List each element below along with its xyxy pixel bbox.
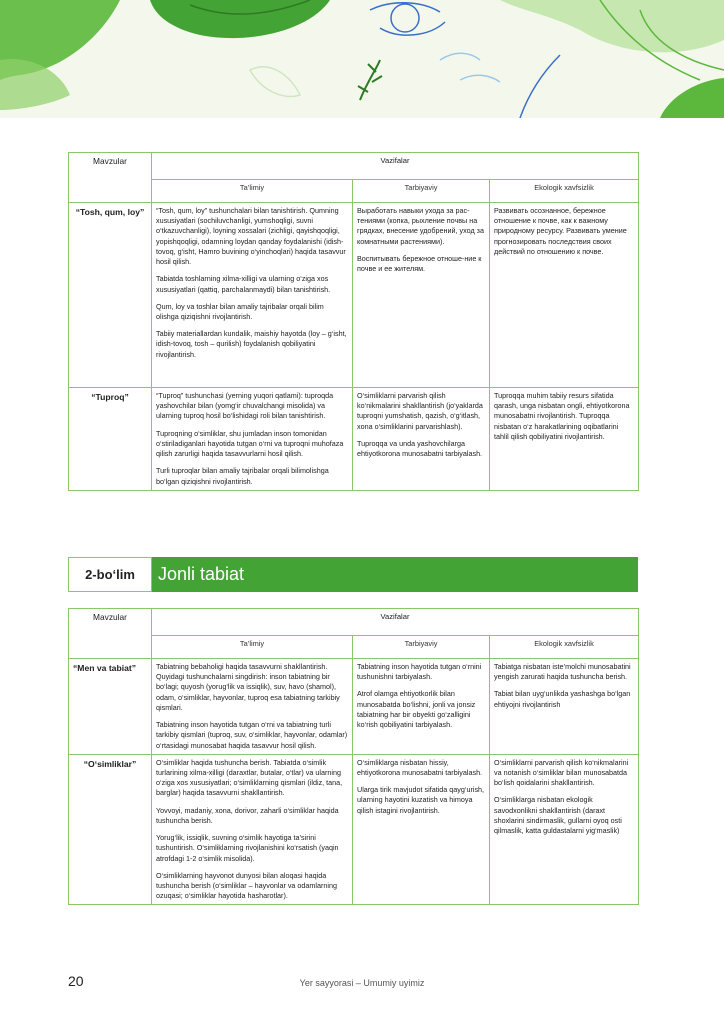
tasks-table-2 (68, 608, 639, 905)
decorative-leaf-banner (0, 0, 724, 118)
tarbiyaviy-cell (353, 203, 490, 388)
topic-cell: “Tosh, qum, loy” (69, 203, 152, 388)
cell-paragraph: Yorug‘lik, issiqlik, suvning o‘simlik hayotiga ta’sirini tushuntirish. O‘simliklarning rivojlanishini ko‘rsatish (yaqin atrofdagi 1-2 o‘simlik misolida). (156, 833, 339, 863)
table-row (69, 754, 639, 905)
tasks-table-1 (68, 152, 639, 491)
cell-paragraph: O‘simliklarga nisbatan hissiy, ehtiyotkorona munosabatni tarbiyalash. (357, 757, 483, 777)
talimiy-cell (152, 388, 353, 491)
cell-paragraph: Ularga tirik mavjudot sifatida qayg‘urish, ularning hayotini kuzatish va himoya qilish istagini rivojlantirish. (357, 785, 485, 815)
cell-paragraph: Tabiatning bebaholigi haqida tasavvurni shakllantirish. Quyidagi tushunchalarni singdirish: inson tabiatning bir bo‘lagi; quyosh (yorug‘lik va issiqlik), suv, havo (shamol), odam, o‘simliklar, hayvonlar, tuproq esa tabiatning tarkibiy qismlari. (156, 662, 340, 712)
cell-paragraph: Воспитывать бережное отноше-ние к почве и ее жителям. (357, 253, 482, 274)
section-number: 2-bo‘lim (68, 557, 152, 592)
cell-paragraph: Tuproqning o‘simliklar, shu jumladan inson tomonidan o‘stiriladiganlari hayotida tutgan o‘rni va tuproqni muhofaza qilish zarurligi haqida tasavvurlarni hosil qilish. (156, 428, 344, 459)
cell-paragraph: O‘simliklar haqida tushuncha berish. Tabiatda o‘simlik turlarining xilma-xilligi (daraxtlar, butalar, o‘tlar) va ularning o‘ziga xos xususiyatlari; o‘simliklarning qismlari (ildiz, tana, barglar) haqida tasavvurni shakllantirish. (156, 757, 343, 798)
header-mavzular: Mavzular (69, 153, 152, 203)
tarbiyaviy-cell (353, 388, 490, 491)
column-header-ekologik: Ekologik xavfsizlik (490, 180, 639, 203)
cell-paragraph: Tuproqqa va unda yashovchilarga ehtiyotkorona munosabatni tarbiyalash. (357, 438, 483, 459)
table-row (69, 388, 639, 491)
topic-cell: “Men va tabiat” (69, 659, 152, 755)
header-mavzular: Mavzular (69, 609, 152, 659)
ekologik-cell (490, 203, 639, 388)
table-row (69, 659, 639, 755)
cell-paragraph: Выработать навыки ухода за рас-тениями (копка, рыхление почвы на грядках, внесение удобрений, уход за комнатными растениями). (357, 206, 484, 246)
cell-paragraph: O‘simliklarni parvarish qilish ko‘nikmalarini shakllantirish (jo‘yaklarda tuproqni yumshatish, qazish, o‘g‘itlash, xona o‘simliklarini parvarishlash). (357, 391, 483, 431)
cell-paragraph: Yovvoyi, madaniy, xona, dorivor, zaharli o‘simliklar haqida tushuncha berish. (156, 805, 339, 825)
cell-paragraph: Tabiiy materiallardan kundalik, maishiy hayotda (loy – g‘isht, idish-tovoq, tosh – qurilish) foydalanish qobiliyatini rivojlantirish. (156, 329, 347, 359)
talimiy-cell (152, 203, 353, 388)
cell-paragraph: Tabiatning inson hayotida tutgan o‘rni va tabiatning turli tarkibiy qismlari (tuproq, suv, o‘simliklar, hayvonlar, odamlar) o‘rtasidagi munosabat haqida tasavvur hosil qilish. (156, 720, 348, 750)
header-vazifalar: Vazifalar (152, 153, 639, 180)
cell-paragraph: O‘simliklarni parvarish qilish ko‘nikmalarini va notanish o‘simliklar bilan munosabatda bo‘lish qoidalarini shakllantirish. (494, 757, 629, 788)
cell-paragraph: O‘simliklarga nisbatan ekologik savodxonlikni shakllantirish (daraxt shoxlarini sindirmaslik, gullarni oyoq osti qilmaslik, katta guldastalarni yig‘maslik) (494, 795, 622, 836)
running-title: Yer sayyorasi – Umumiy uyimiz (299, 978, 425, 988)
cell-paragraph: Turli tuproqlar bilan amaliy tajribalar orqali bilimolishga bo‘lgan qiziqishni rivojlantirish. (156, 466, 329, 486)
talimiy-cell (152, 754, 353, 905)
cell-paragraph: Tabiatda toshlarning xilma-xilligi va ularning o‘ziga xos xususiyatlari (qattiq, parchalanmaydi) bilan tanishtirish. (156, 274, 331, 294)
table-row (69, 203, 639, 388)
cell-paragraph: “Tosh, qum, loy” tushunchalari bilan tanishtirish. Qumning xususiyatlari (sochiluvchanligi, yumshoqligi, suvni o‘tkazuvchanligi), loyning xossalari (zichligi, qayishqoqligi, yopishqoqligi, odamning loydan qanday foydalanishi (idish-tovoq, g‘isht, Hamro buvining o‘yinchoqlari) haqida tasavvur hosil qilish. (156, 206, 346, 267)
tarbiyaviy-cell (353, 754, 490, 905)
header-vazifalar: Vazifalar (152, 609, 639, 636)
column-header-tarbiyaviy: Tarbiyaviy (353, 180, 490, 203)
ekologik-cell (490, 659, 639, 755)
tarbiyaviy-cell (353, 659, 490, 755)
section-title: Jonli tabiat (152, 557, 638, 592)
column-header-talimiy: Ta’limiy (152, 180, 353, 203)
section-heading (68, 557, 638, 592)
ekologik-cell (490, 388, 639, 491)
cell-paragraph: Tabiat bilan uyg‘unlikda yashashga bo‘lgan ehtiyojni rivojlantirish (494, 689, 631, 709)
cell-paragraph: Развивать осознанное, бережное отношение к почве, как к важному природному ресурсу. Развивать умение прогнозировать последствия своих действий по отношению к почве. (494, 206, 627, 256)
cell-paragraph: Tuproqqa muhim tabiiy resurs sifatida qarash, unga nisbatan ongli, ehtiyotkorona munosabatni rivojlantirish. Tuproqqa nisbatan o‘z harakatlarining oqibatlarini tahlil qilish qobiliyatini rivojlantirish. (494, 391, 630, 441)
cell-paragraph: O‘simliklarning hayvonot dunyosi bilan aloqasi haqida tushuncha berish (o‘simliklar – hayvonlar va odamlarning ozuqasi; o‘simliklar hayotida hasharotlar). (156, 870, 337, 901)
column-header-ekologik: Ekologik xavfsizlik (490, 636, 639, 659)
ekologik-cell (490, 754, 639, 905)
cell-paragraph: “Tuproq” tushunchasi (yerning yuqori qatlami): tuproqda yashovchilar bilan (yomg‘ir chuvalchangi misolida) va ularning tuproq hosil bo‘lishidagi roli bilan tanishtirish. (156, 391, 334, 421)
column-header-tarbiyaviy: Tarbiyaviy (353, 636, 490, 659)
talimiy-cell (152, 659, 353, 755)
page-number: 20 (68, 973, 84, 989)
topic-cell: “Tuproq” (69, 388, 152, 491)
topic-cell: “O‘simliklar” (69, 754, 152, 905)
cell-paragraph: Qum, loy va toshlar bilan amaliy tajribalar orqali bilim olishga qiziqishni rivojlantirish. (156, 301, 324, 321)
cell-paragraph: Atrof olamga ehtiyotkorlik bilan munosabatda bo‘lishni, jonli va jonsiz tabiatning har bir obyekti go‘zalligini ko‘rish qobiliyatini tarbiyalash. (357, 689, 476, 730)
cell-paragraph: Tabiatning inson hayotida tutgan o‘rnini tushunishni tarbiyalash. (357, 662, 482, 682)
cell-paragraph: Tabiatga nisbatan iste’molchi munosabatini yengish zarurati haqida tushuncha berish. (494, 662, 631, 682)
column-header-talimiy: Ta’limiy (152, 636, 353, 659)
